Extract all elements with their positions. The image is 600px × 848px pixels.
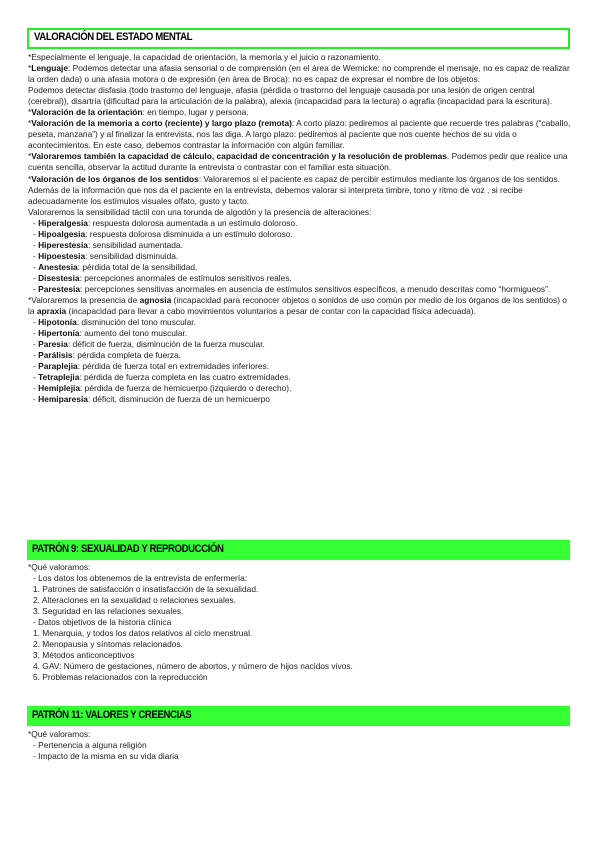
text-run: * xyxy=(28,151,32,162)
text-run: : disminución del tono muscular. xyxy=(76,317,196,328)
text-run: : respuesta dolorosa disminuida a un estímulo doloroso. xyxy=(85,228,293,239)
bold-term: Hemiparesia xyxy=(38,394,88,405)
list-item xyxy=(28,273,574,284)
bold-term: Hipertonía xyxy=(38,328,80,339)
text-run: . Podemos pedir que realice una cuenta sencilla, observar la actitud durante la entrevista o contrastar con el familiar esta situación. xyxy=(28,151,568,173)
bold-term: Hiperestesia xyxy=(38,239,88,250)
bold-term: agnosia xyxy=(139,295,172,306)
bold-term: Hemiplejia xyxy=(38,383,81,394)
text-run: *Qué valoramos: xyxy=(28,562,91,572)
paragraph xyxy=(28,562,574,573)
text-run: - xyxy=(33,283,39,294)
text-run: * xyxy=(28,173,32,184)
bold-term: Parálisis xyxy=(38,350,73,361)
text-run: - xyxy=(33,339,39,350)
text-run: * xyxy=(28,118,32,129)
text-run: : déficit de fuerza, disminución de la fuerza muscular. xyxy=(67,339,265,350)
text-run: - xyxy=(33,261,39,272)
text-run: * xyxy=(28,107,32,118)
bold-term: apraxia xyxy=(36,306,67,317)
list-item xyxy=(28,751,574,762)
bold-term: Tetraplejia xyxy=(38,372,80,383)
text-run: - xyxy=(33,383,39,394)
list-item xyxy=(28,317,574,328)
text-run: - xyxy=(33,394,39,405)
list-item xyxy=(28,262,574,273)
text-run: 1. Patrones de satisfacción o insatisfacción de la sexualidad. xyxy=(33,584,259,595)
text-run: - Impacto de la misma en su vida diaria xyxy=(33,751,179,762)
text-run: : aumento del tono muscular. xyxy=(79,328,188,339)
list-item xyxy=(28,650,574,661)
bold-term: Paraplejia xyxy=(38,361,78,372)
list-item xyxy=(28,350,574,361)
text-run: : en tiempo, lugar y persona. xyxy=(142,107,249,118)
text-run: 3. Métodos anticonceptivos xyxy=(33,650,135,661)
section-body-estado-mental xyxy=(28,52,574,406)
list-item xyxy=(28,229,574,240)
section-heading-patron-9: PATRÓN 9: SEXUALIDAD Y REPRODUCCIÓN xyxy=(27,540,570,560)
paragraph xyxy=(28,174,574,207)
text-run: 5. Problemas relacionados con la reproducción xyxy=(33,672,208,683)
list-item xyxy=(28,383,574,394)
list-item xyxy=(28,639,574,650)
text-run: (incapacidad para llevar a cabo movimientos voluntarios a pesar de contar con la capacidad física adecuada). xyxy=(66,306,476,317)
bold-term: Hipoalgesia xyxy=(38,228,86,239)
text-run: - xyxy=(33,228,39,239)
text-run: Valoraremos la sensibilidad táctil con una torunda de algodón y la presencia de alteraciones: xyxy=(28,206,372,217)
text-run: : pérdida de fuerza de hemicuerpo (izquierdo o derecho). xyxy=(80,383,292,394)
text-run: - Los datos los obtenemos de la entrevista de enfermería: xyxy=(33,573,248,584)
text-run: : respuesta dolorosa aumentada a un estímulo doloroso. xyxy=(87,217,298,228)
section-heading-patron-11: PATRÓN 11: VALORES Y CREENCIAS xyxy=(27,706,570,726)
text-run: : sensibilidad aumentada. xyxy=(87,239,183,250)
list-item xyxy=(28,339,574,350)
text-run: : Podemos detectar una afasia sensorial o de comprensión (en el área de Wernicke: no comprende el mensaje, no es capaz de realizar la orden dada) o una afasia motora o de expresión (en área de Broca): no es capaz de expresar el nombre de los objetos. xyxy=(28,63,570,85)
text-run: 1. Menarquia, y todos los datos relativos al ciclo menstrual. xyxy=(33,628,253,639)
bold-term: Valoración de la orientación xyxy=(31,107,143,118)
text-run: - xyxy=(33,350,39,361)
bold-term: Paresia xyxy=(38,339,68,350)
text-run: - xyxy=(33,250,39,261)
list-item xyxy=(28,584,574,595)
list-item xyxy=(28,606,574,617)
bold-term: Parestesia xyxy=(38,283,81,294)
list-item xyxy=(28,328,574,339)
paragraph xyxy=(28,295,574,317)
text-run: - xyxy=(33,317,39,328)
text-run: * xyxy=(28,63,32,74)
text-run: *Especialmente el lenguaje, la capacidad de orientación, la memoria y el juicio o razonamiento. xyxy=(28,52,381,62)
text-run: : Valoraremos si el paciente es capaz de percibir estímulos mediante los órganos de los sentidos. Además de la información que nos da el paciente en la entrevista, debemos valorar si interpreta timbre, tono y ritmo de voz , si recibe adecuadamente los estímulos visuales olfato, gusto y tacto. xyxy=(28,173,560,206)
list-item xyxy=(28,672,574,683)
bold-term: Hipoestesia xyxy=(38,250,86,261)
list-item xyxy=(28,394,574,405)
text-run: : pérdida total de la sensibilidad. xyxy=(77,261,198,272)
bold-term: Hipotonía xyxy=(38,317,77,328)
section-heading-estado-mental: VALORACIÓN DEL ESTADO MENTAL xyxy=(27,28,570,49)
text-run: - xyxy=(33,272,39,283)
text-run: 2. Alteraciones en la sexualidad o relaciones sexuales. xyxy=(33,595,236,606)
list-item xyxy=(28,628,574,639)
bold-term: Valoración de la memoria a corto (reciente) y largo plazo (remota) xyxy=(31,118,292,129)
text-run: *Valoraremos la presencia de xyxy=(28,295,140,306)
text-run: - Datos objetivos de la historia clínica xyxy=(33,617,172,628)
section-body-patron-11 xyxy=(28,729,574,762)
text-run: (incapacidad para reconocer objetos o sonidos de uso común por medio de los órganos de los sentidos) o la xyxy=(28,295,567,317)
text-run: : pérdida de fuerza total en extremidades inferiores. xyxy=(77,361,270,372)
paragraph xyxy=(28,118,574,151)
list-item xyxy=(28,284,574,295)
text-run: Podemos detectar disfasia (todo trastorno del lenguaje, afasia (pérdida o trastorno del lenguaje causada por una lesión de origen central (cerebral)), disartria (dificultad para la articulación de la palabra), alexia (incapacidad para la lectura) o agrafia (incapacidad para la escritura). xyxy=(28,85,553,107)
text-run: - xyxy=(33,239,39,250)
text-run: *Qué valoramos: xyxy=(28,729,91,739)
text-run: : pérdida completa de fuerza. xyxy=(72,350,182,361)
text-run: 2. Menopausia y síntomas relacionados. xyxy=(33,639,183,650)
list-item xyxy=(28,218,574,229)
text-run: - Pertenencia a alguna religión xyxy=(33,740,147,751)
bold-term: Hiperalgesia xyxy=(38,217,88,228)
list-item xyxy=(28,372,574,383)
bold-term: Disestesia xyxy=(38,272,80,283)
paragraph xyxy=(28,207,574,218)
text-run: : percepciones sensitivas anormales en ausencia de estímulos sensitivos específicos, a menudo descritas como “hormigueos”. xyxy=(80,283,551,294)
bold-term: Anestesia xyxy=(38,261,78,272)
paragraph xyxy=(28,107,574,118)
text-run: : sensibilidad disminuida. xyxy=(85,250,179,261)
text-run: - xyxy=(33,361,39,372)
list-item xyxy=(28,361,574,372)
list-item xyxy=(28,617,574,628)
list-item xyxy=(28,573,574,584)
list-item xyxy=(28,240,574,251)
list-item xyxy=(28,251,574,262)
text-run: : percepciones anormales de estímulos sensitivos reales. xyxy=(79,272,292,283)
text-run: - xyxy=(33,372,39,383)
text-run: : pérdida de fuerza completa en las cuatro extremidades. xyxy=(79,372,291,383)
paragraph xyxy=(28,151,574,173)
bold-term: Valoración de los órganos de los sentidos xyxy=(31,173,199,184)
text-run: : A corto plazo: pediremos al paciente que recuerde tres palabras (“caballo, peseta, manzana”) y al finalizar la entrevista, nos las diga. A largo plazo: pediremos al paciente que nos cuente hechos de su vida o acontecimientos. En este caso, debemos contrastar la información con algún familiar. xyxy=(28,118,571,151)
paragraph xyxy=(28,729,574,740)
list-item xyxy=(28,740,574,751)
bold-term: Lenguaje xyxy=(31,63,69,74)
text-run: 3. Seguridad en las relaciones sexuales. xyxy=(33,606,184,617)
text-run: : déficit, disminución de fuerza de un hemicuerpo xyxy=(87,394,270,405)
paragraph xyxy=(28,63,574,85)
text-run: - xyxy=(33,328,39,339)
paragraph xyxy=(28,52,574,63)
list-item xyxy=(28,661,574,672)
text-run: 4. GAV: Número de gestaciones, número de abortos, y número de hijos nacidos vivos. xyxy=(33,661,353,672)
text-run: - xyxy=(33,217,39,228)
paragraph xyxy=(28,85,574,107)
list-item xyxy=(28,595,574,606)
section-body-patron-9 xyxy=(28,562,574,684)
bold-term: Valoraremos también la capacidad de cálculo, capacidad de concentración y la resolución de problemas xyxy=(31,151,447,162)
